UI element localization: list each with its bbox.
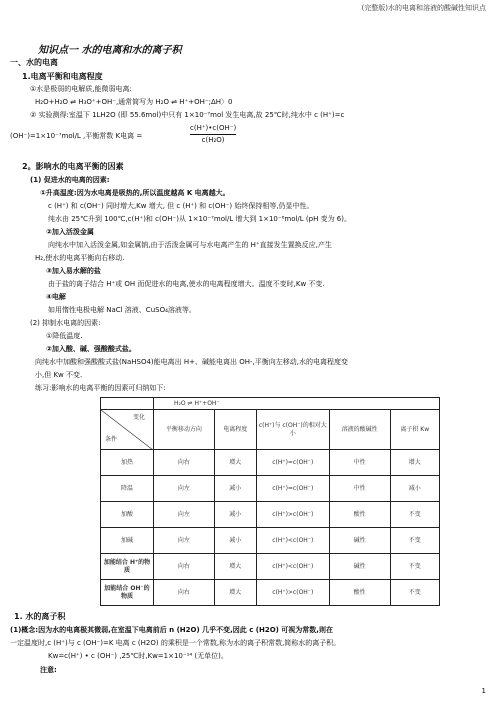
table-cell: 中性 (329, 450, 390, 476)
table-cell: 向左 (154, 502, 215, 528)
table-cell: 加热 (101, 450, 154, 476)
table-row (101, 476, 440, 502)
text-line: 小,但 Kw 不变. (35, 371, 83, 379)
point-temperature: ①升高温度:因为水电离是吸热的,所以温度越高 K 电离越大。 (40, 189, 230, 197)
table-row (101, 502, 440, 528)
change-label: 变化 (132, 414, 145, 421)
diagonal-line (101, 410, 153, 450)
text-line: 如用惰性电极电解 NaCl 溶液、CuSO₄溶液等。 (48, 306, 196, 314)
table-cell: 酸性 (329, 502, 390, 528)
factors-table (100, 397, 440, 606)
text-line: 向纯水中加入活泼金属,如金属钠,由于活泼金属可与水电离产生的 H⁺直接发生置换反应,产生 (48, 241, 332, 249)
table-row (101, 528, 440, 554)
subheading-2: 2。影响水的电离平衡的因素 (22, 162, 124, 171)
text-line: 纯水由 25℃升到 100℃,c(H⁺)和 c(OH⁻)从 1×10⁻⁷mol/L 增大到 1×10⁻⁶mol/L (pH 变为 6)。 (48, 215, 351, 223)
table-cell: c(H⁺)>c(OH⁻) (256, 580, 329, 606)
table-cell: 酸性 (329, 580, 390, 606)
point-metal: ②加入活泼金属 (46, 228, 94, 236)
text-line: 向纯水中加酸和强酸酸式盐(NaHSO4)能电离出 H+、碱能电离出 OH-,平衡向左移动,水的电离程度变 (35, 358, 348, 366)
table-header-cell: 离子积 Kw (390, 410, 439, 450)
text-line: ② 实验测得:室温下 1LH2O (即 55.6mol)中只有 1×10⁻⁷mol 发生电离,故 25℃时,纯水中 c (H⁺)=c (30, 111, 345, 119)
table-header-cell: c(H⁺)与 c(OH⁻)的相对大小 (256, 410, 329, 450)
point-cool: ①降低温度. (46, 332, 83, 340)
table-cell: 不变 (390, 580, 439, 606)
point-salt: ③加入易水解的盐 (46, 267, 101, 275)
table-cell: 增大 (214, 554, 256, 580)
table-cell: c(H⁺)=c(OH⁻) (256, 450, 329, 476)
page-number: 1 (481, 687, 486, 696)
text-line: 一定温度时,c (H⁺)与 c (OH⁻)=K 电离 c (H2O) 的乘积是一个常数,称为水的离子积常数,简称水的离子积。 (10, 639, 341, 647)
table-row (101, 580, 440, 606)
text-line: 由于盐的离子结合 H⁺或 OH 而促进水的电离,使水的电离程度增大。温度不变时,Kw 不变. (48, 280, 325, 288)
table-cell: 减小 (390, 476, 439, 502)
equation-line: H₂O+H₂O ⇌ H₃O⁺+OH⁻,通常简写为 H₂O ⇌ H⁺+OH⁻;ΔH〉0 (35, 98, 233, 106)
table-diagonal-header (101, 410, 154, 450)
table-cell: 碱性 (329, 554, 390, 580)
table-row (101, 450, 440, 476)
table-cell: 增大 (214, 450, 256, 476)
table-cell: 加能结合 H⁺的物质 (101, 554, 154, 580)
table-cell: 不变 (390, 554, 439, 580)
table-cell: 向左 (154, 528, 215, 554)
table-cell: 向右 (154, 580, 215, 606)
condition-label: 条件 (105, 435, 118, 443)
table-cell: 加能结合 OH⁻的物质 (101, 580, 154, 606)
table-cell: 向右 (154, 450, 215, 476)
table-cell: 增大 (214, 580, 256, 606)
table-cell: 加酸 (101, 502, 154, 528)
page-header: (完整版)水的电离和溶液的酸碱性知识点 (361, 4, 486, 12)
table-cell: c(H⁺)=c(OH⁻) (256, 476, 329, 502)
table-header-cell: 溶液的酸碱性 (329, 410, 390, 450)
text-line: c (H⁺) 和 c(OH⁻) 同时增大,Kw 增大, 但 c (H⁺) 和 c(OH⁻) 始终保持相等,仍显中性。 (48, 202, 314, 210)
text-line: H₂,使水的电离平衡向右移动. (35, 254, 125, 262)
table-cell: 加碱 (101, 528, 154, 554)
point-electrolysis: ④电解 (46, 293, 66, 301)
table-cell: 向左 (154, 476, 215, 502)
subheading-inhibit: (2) 抑制水电离的因素: (30, 319, 101, 327)
table-header-cell: 电离程度 (214, 410, 256, 450)
table-cell: 向右 (154, 554, 215, 580)
table-cell: 中性 (329, 476, 390, 502)
table-cell: 减小 (214, 502, 256, 528)
table-cell: 减小 (214, 476, 256, 502)
table-corner (101, 398, 154, 410)
table-cell: c(H⁺)>c(OH⁻) (256, 502, 329, 528)
table-row (101, 554, 440, 580)
table-cell: 增大 (390, 450, 439, 476)
table-cell: 减小 (214, 528, 256, 554)
fraction-numerator: c(H⁺)•c(OH⁻) (190, 124, 237, 132)
text-line: ①水是极弱的电解质,能微弱电离: (30, 85, 132, 93)
subheading-promote: (1) 促进水的电离的因素: (30, 176, 110, 184)
fraction-denominator: c(H₂O) (201, 135, 225, 144)
table-cell: 不变 (390, 502, 439, 528)
fraction-bar (190, 134, 236, 135)
subheading-1: 1.电离平衡和电离程度 (22, 72, 103, 81)
table-cell: 不变 (390, 528, 439, 554)
heading-ion-product: 1. 水的离子积 (14, 612, 66, 621)
exercise-line: 练习:影响水的电离平衡的因素可归纳如下: (35, 384, 166, 392)
text-line: (1)概念:因为水的电离极其微弱,在室温下电离前后 n (H2O) 几乎不变,因此 c (H2O) 可视为常数,则在 (10, 626, 333, 634)
table-cell: 降温 (101, 476, 154, 502)
equilibrium-fraction (190, 124, 236, 145)
text-line: (OH⁻)=1×10⁻⁷mol/L ,平衡常数 K电离 = (10, 132, 143, 140)
table-cell: 碱性 (329, 528, 390, 554)
table-top-equation: H₂O ⇌ H⁺+OH⁻ (154, 398, 440, 410)
section-title: 知识点一 水的电离和水的离子积 (38, 45, 182, 56)
table-header-cell: 平衡移动方向 (154, 410, 215, 450)
note-label: 注意: (40, 666, 57, 674)
table-cell: c(H⁺)<c(OH⁻) (256, 528, 329, 554)
table-cell: c(H⁺)<c(OH⁻) (256, 554, 329, 580)
point-acid-base: ②加入酸、碱、强酸酸式盐。 (46, 345, 136, 353)
heading-water-ionization: 一、水的电离 (10, 58, 58, 67)
kw-formula: Kw=c(H⁺) • c (OH⁻) ,25℃时,Kw=1×10⁻¹⁴ (无单位)。 (48, 652, 228, 660)
